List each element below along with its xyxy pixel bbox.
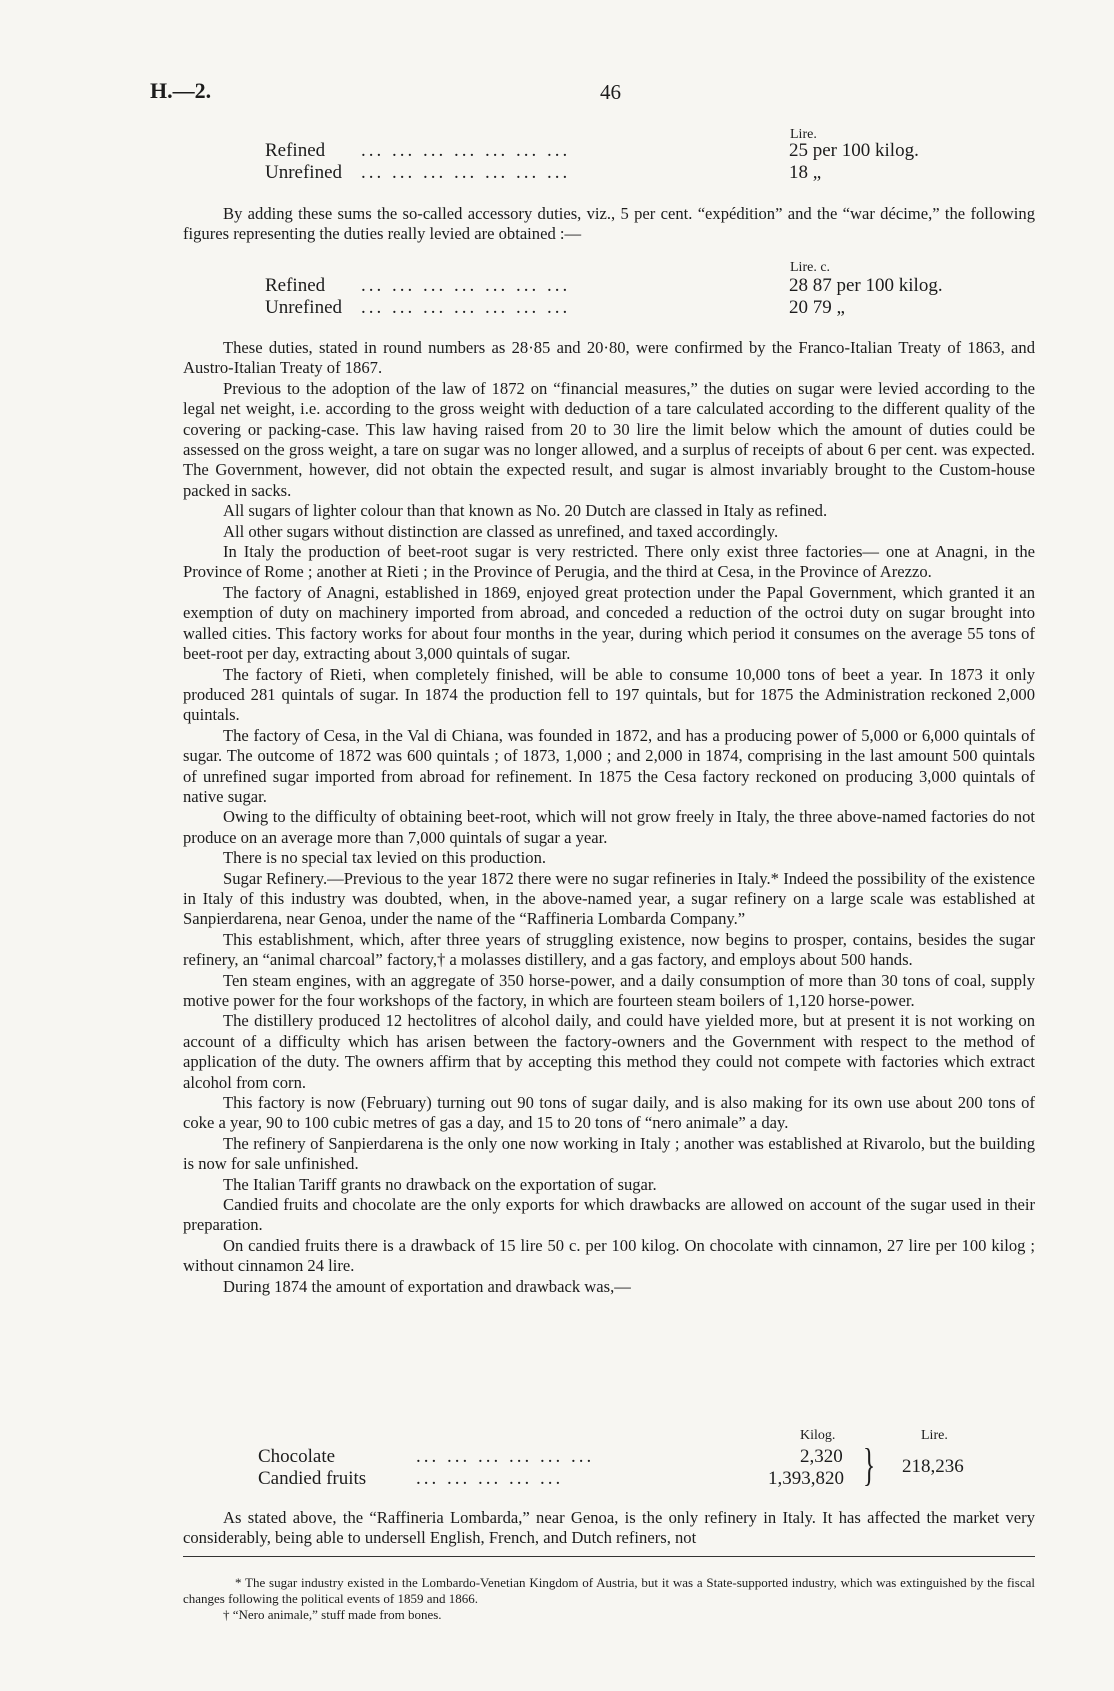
footnote-divider	[183, 1556, 1035, 1557]
paragraph: All other sugars without distinction are classed as unrefined, and taxed accordingly.	[223, 521, 779, 541]
intro-paragraph: By adding these sums the so-called accessory duties, viz., 5 per cent. “expédition” and the “war décime,” the following figures representing the duties really levied are obtained :—	[183, 204, 1035, 244]
closing-paragraph: As stated above, the “Raffineria Lombarda,” near Genoa, is the only refinery in Italy. It has affected the market very considerably, being able to undersell English, French, and Dutch refiners, not	[183, 1508, 1035, 1548]
paragraph: During 1874 the amount of exportation and drawback was,—	[223, 1276, 631, 1296]
paragraph: The distillery produced 12 hectolitres of alcohol daily, and could have yielded more, but at present it is not working on account of a difficulty which has arisen between the factory-owners and the Government with respect to the method of application of the duty. The owners affirm that by accepting this method they could not compete with factories which extract alcohol from corn.	[183, 1011, 1035, 1092]
paragraph: This factory is now (February) turning out 90 tons of sugar daily, and is also making for its own use about 200 tons of coke a year, 90 to 100 cubic metres of gas a day, and 15 to 20 tons of “nero animale” a day.	[183, 1093, 1035, 1133]
paragraph: On candied fruits there is a drawback of 15 lire 50 c. per 100 kilog. On chocolate with cinnamon, 27 lire per 100 kilog ; without cinnamon 24 lire.	[183, 1235, 1035, 1276]
brace: }	[862, 1439, 876, 1490]
table3-total: 218,236	[902, 1456, 964, 1477]
row-value: 18 „	[789, 162, 822, 183]
paragraph: Candied fruits and chocolate are the only exports for which drawbacks are allowed on account of the sugar used in their preparation.	[183, 1195, 1035, 1235]
row-label: Chocolate	[258, 1446, 336, 1467]
row-value: 2,320	[800, 1446, 843, 1467]
table3-lire-header: Lire.	[921, 1428, 948, 1443]
paragraph: Sugar Refinery.—Previous to the year 1872 there were no sugar refineries in Italy.* Indeed the possibility of the existence in Italy of this industry was doubted, when, in the above-named year, a sugar refinery on a large scale was established at Sanpierdarena, near Genoa, under the name of the “Raffineria Lombarda Company.”	[183, 868, 1035, 929]
row-label: Refined	[265, 140, 326, 161]
row-value: 20 79 „	[789, 297, 845, 318]
leader-dots: ... ... ... ... ...	[416, 1468, 564, 1489]
paragraph: Ten steam engines, with an aggregate of 350 horse-power, and a daily consumption of more than 30 tons of coal, supply motive power for the four workshops of the factory, in which are fourteen steam boilers of 1,120 horse-power.	[183, 970, 1035, 1010]
body-text	[183, 338, 1035, 1297]
leader-dots: ... ... ... ... ... ...	[416, 1446, 595, 1467]
table2-row	[265, 297, 1025, 319]
table1	[265, 140, 1025, 184]
table3-kilog-header: Kilog.	[800, 1428, 836, 1443]
paragraph: All sugars of lighter colour than that known as No. 20 Dutch are classed in Italy as refined.	[223, 501, 828, 521]
table1-row	[265, 162, 1025, 184]
leader-dots: ... ... ... ... ... ... ...	[361, 162, 571, 183]
leader-dots: ... ... ... ... ... ... ...	[361, 275, 571, 296]
paragraph: The factory of Rieti, when completely finished, will be able to consume 10,000 tons of beet a year. In 1873 it only produced 281 quintals of sugar. In 1874 the production fell to 197 quintals, but for 1875 the Administration reckoned 2,000 quintals.	[183, 664, 1035, 725]
table2-unit-header: Lire. c.	[790, 260, 831, 275]
table2-row	[265, 275, 1025, 297]
table2	[265, 275, 1025, 319]
table1-unit-header: Lire.	[790, 127, 817, 142]
paragraph: The factory of Anagni, established in 1869, enjoyed great protection under the Papal Government, which granted it an exemption of duty on machinery imported from abroad, and conceded a reduction of the octroi duty on sugar brought into walled cities. This factory works for about four months in the year, during which period it consumes on the average 55 tons of beet-root per day, extracting about 3,000 quintals of sugar.	[183, 582, 1035, 664]
paragraph: There is no special tax levied on this production.	[223, 848, 547, 868]
row-value: 25 per 100 kilog.	[789, 140, 919, 161]
page-id: H.—2.	[150, 78, 212, 103]
paragraph: Owing to the difficulty of obtaining beet-root, which will not grow freely in Italy, the three above-named factories do not produce on an average more than 7,000 quintals of sugar a year.	[183, 807, 1035, 847]
footnotes	[183, 1575, 1035, 1623]
row-label: Unrefined	[265, 162, 343, 183]
leader-dots: ... ... ... ... ... ... ...	[361, 140, 571, 161]
paragraph: Previous to the adoption of the law of 1872 on “financial measures,” the duties on sugar were levied according to the legal net weight, i.e. according to the gross weight with deduction of a tare calculated according to the different quality of the covering or packing-case. This law having raised from 20 to 30 lire the limit below which the amount of duties could be assessed on the gross weight, a tare on sugar was no longer allowed, and a surplus of receipts of about 6 per cent. was expected. The Government, however, did not obtain the expected result, and sugar is almost invariably brought to the Custom-house packed in sacks.	[183, 378, 1035, 500]
footnote: † “Nero animale,” stuff made from bones.	[223, 1607, 442, 1622]
paragraph: These duties, stated in round numbers as 28·85 and 20·80, were confirmed by the Franco-Italian Treaty of 1863, and Austro-Italian Treaty of 1867.	[183, 338, 1035, 378]
footnote: * The sugar industry existed in the Lombardo-Venetian Kingdom of Austria, but it was a State-supported industry, which was extinguished by the fiscal changes following the political events of 1859 and 1866.	[183, 1575, 1035, 1606]
page-number: 46	[600, 80, 621, 104]
paragraph: The refinery of Sanpierdarena is the only one now working in Italy ; another was established at Rivarolo, but the building is now for sale unfinished.	[183, 1133, 1035, 1174]
row-label: Unrefined	[265, 297, 343, 318]
row-label: Candied fruits	[258, 1468, 367, 1489]
row-label: Refined	[265, 275, 326, 296]
paragraph: The factory of Cesa, in the Val di Chiana, was founded in 1872, and has a producing power of 5,000 or 6,000 quintals of sugar. The outcome of 1872 was 600 quintals ; of 1873, 1,000 ; and 2,000 in 1874, comprising in the last amount 500 quintals of unrefined sugar imported from abroad for refinement. In 1875 the Cesa factory reckoned on producing 3,000 quintals of native sugar.	[183, 725, 1035, 806]
table1-row	[265, 140, 1025, 162]
paragraph: The Italian Tariff grants no drawback on the exportation of sugar.	[223, 1174, 657, 1194]
leader-dots: ... ... ... ... ... ... ...	[361, 297, 571, 318]
row-value: 1,393,820	[768, 1468, 844, 1489]
row-value: 28 87 per 100 kilog.	[789, 275, 943, 296]
paragraph: This establishment, which, after three years of struggling existence, now begins to prosper, contains, besides the sugar refinery, an “animal charcoal” factory,† a molasses distillery, and a gas factory, and employs about 500 hands.	[183, 929, 1035, 970]
paragraph: In Italy the production of beet-root sugar is very restricted. There only exist three factories— one at Anagni, in the Province of Rome ; another at Rieti ; in the Province of Perugia, and the third at Cesa, in the Province of Arezzo.	[183, 542, 1035, 582]
